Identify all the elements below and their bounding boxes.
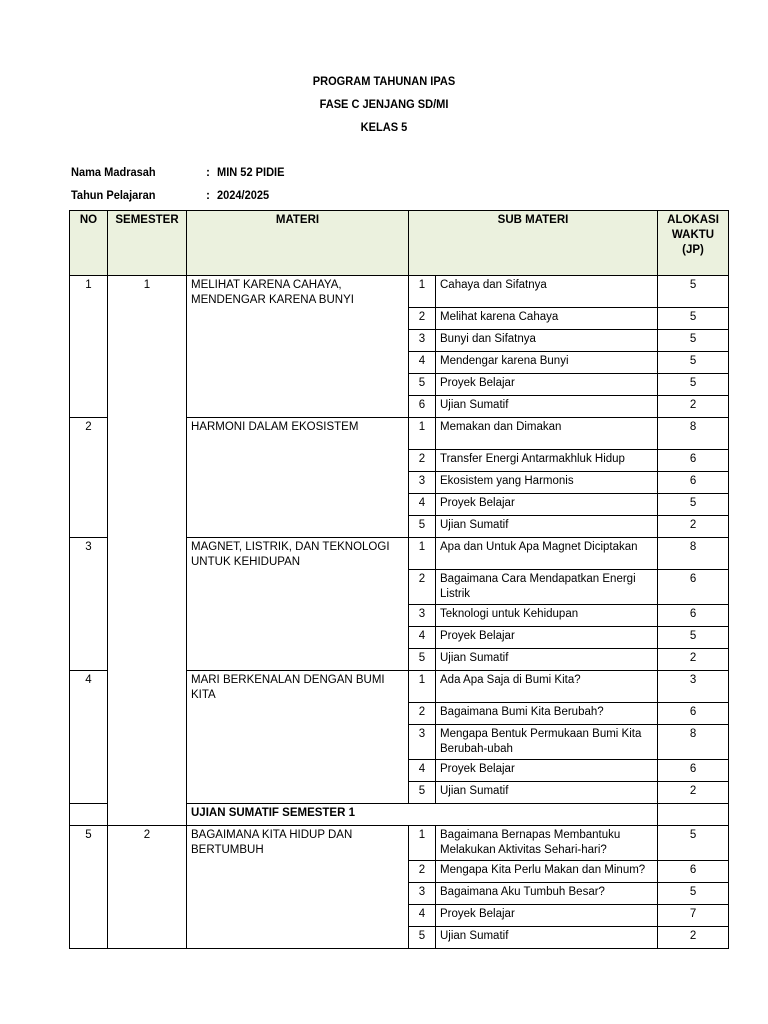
sub-materi-text: Proyek Belajar [436, 627, 658, 649]
sumatif-no-cell [70, 804, 108, 826]
title-kelas: KELAS 5 [360, 120, 408, 134]
sumatif-semester-alokasi [658, 804, 729, 826]
sub-number: 5 [409, 782, 436, 804]
sub-number: 1 [409, 671, 436, 703]
alokasi-value: 8 [658, 725, 729, 760]
row-number: 2 [70, 418, 108, 538]
sub-materi-text: Melihat karena Cahaya [436, 308, 658, 330]
madrasah-value: MIN 52 PIDIE [217, 165, 285, 179]
sub-number: 1 [409, 276, 436, 308]
sub-number: 3 [409, 605, 436, 627]
header-materi: MATERI [187, 211, 409, 276]
row-semester: 1 [108, 276, 187, 826]
alokasi-value: 2 [658, 516, 729, 538]
sub-materi-text: Ekosistem yang Harmonis [436, 472, 658, 494]
sub-number: 2 [409, 450, 436, 472]
alokasi-value: 6 [658, 605, 729, 627]
row-number: 5 [70, 826, 108, 949]
alokasi-value: 8 [658, 418, 729, 450]
sub-number: 4 [409, 627, 436, 649]
sub-materi-text: Mengapa Bentuk Permukaan Bumi Kita Berubah-ubah [436, 725, 658, 760]
alokasi-value: 6 [658, 472, 729, 494]
alokasi-value: 3 [658, 671, 729, 703]
sumatif-semester-label: UJIAN SUMATIF SEMESTER 1 [187, 804, 658, 826]
sub-materi-text: Ujian Sumatif [436, 516, 658, 538]
sub-number: 3 [409, 725, 436, 760]
sub-materi-text: Mengapa Kita Perlu Makan dan Minum? [436, 861, 658, 883]
sub-materi-text: Proyek Belajar [436, 494, 658, 516]
sub-materi-text: Mendengar karena Bunyi [436, 352, 658, 374]
sub-materi-text: Proyek Belajar [436, 760, 658, 782]
alokasi-value: 6 [658, 760, 729, 782]
sub-number: 2 [409, 308, 436, 330]
row-number: 3 [70, 538, 108, 671]
program-table [69, 210, 729, 949]
sub-number: 1 [409, 826, 436, 861]
alokasi-value: 7 [658, 905, 729, 927]
sub-materi-text: Bagaimana Aku Tumbuh Besar? [436, 883, 658, 905]
sub-number: 3 [409, 472, 436, 494]
row-number: 1 [70, 276, 108, 418]
row-materi: MAGNET, LISTRIK, DAN TEKNOLOGI UNTUK KEHIDUPAN [187, 538, 409, 671]
sub-materi-text: Bagaimana Bernapas Membantuku Melakukan Aktivitas Sehari-hari? [436, 826, 658, 861]
header-no: NO [70, 211, 108, 276]
header-sub-materi: SUB MATERI [409, 211, 658, 276]
alokasi-value: 2 [658, 649, 729, 671]
sub-number: 4 [409, 760, 436, 782]
sub-number: 1 [409, 418, 436, 450]
alokasi-value: 5 [658, 494, 729, 516]
sub-number: 4 [409, 494, 436, 516]
sub-number: 5 [409, 927, 436, 949]
sub-materi-text: Transfer Energi Antarmakhluk Hidup [436, 450, 658, 472]
row-materi: BAGAIMANA KITA HIDUP DAN BERTUMBUH [187, 826, 409, 949]
table-header-row [70, 211, 729, 276]
sub-materi-text: Ada Apa Saja di Bumi Kita? [436, 671, 658, 703]
alokasi-value: 6 [658, 861, 729, 883]
alokasi-value: 5 [658, 883, 729, 905]
tahun-value: 2024/2025 [217, 188, 270, 202]
sub-materi-text: Memakan dan Dimakan [436, 418, 658, 450]
sub-number: 1 [409, 538, 436, 570]
title-fase: FASE C JENJANG SD/MI [319, 97, 449, 111]
sub-number: 3 [409, 330, 436, 352]
sub-number: 3 [409, 883, 436, 905]
alokasi-value: 6 [658, 450, 729, 472]
tahun-label: Tahun Pelajaran [71, 188, 156, 202]
sub-materi-text: Proyek Belajar [436, 905, 658, 927]
sub-materi-text: Ujian Sumatif [436, 927, 658, 949]
row-materi: MELIHAT KARENA CAHAYA, MENDENGAR KARENA BUNYI [187, 276, 409, 418]
alokasi-value: 2 [658, 927, 729, 949]
table-body [70, 276, 729, 949]
alokasi-value: 6 [658, 570, 729, 605]
alokasi-value: 5 [658, 352, 729, 374]
row-semester: 2 [108, 826, 187, 949]
madrasah-separator: : [206, 165, 210, 179]
row-materi: HARMONI DALAM EKOSISTEM [187, 418, 409, 538]
sub-number: 2 [409, 703, 436, 725]
header-semester: SEMESTER [108, 211, 187, 276]
table-row [70, 826, 729, 861]
sub-materi-text: Ujian Sumatif [436, 782, 658, 804]
sub-materi-text: Bagaimana Bumi Kita Berubah? [436, 703, 658, 725]
tahun-separator: : [206, 188, 210, 202]
alokasi-value: 8 [658, 538, 729, 570]
sub-materi-text: Ujian Sumatif [436, 396, 658, 418]
sub-materi-text: Cahaya dan Sifatnya [436, 276, 658, 308]
sub-materi-text: Bunyi dan Sifatnya [436, 330, 658, 352]
sub-number: 4 [409, 905, 436, 927]
alokasi-value: 5 [658, 627, 729, 649]
sub-number: 2 [409, 570, 436, 605]
header-alokasi: ALOKASI WAKTU (JP) [658, 211, 729, 276]
alokasi-value: 2 [658, 396, 729, 418]
document-titles [0, 70, 768, 139]
sub-number: 5 [409, 649, 436, 671]
sub-number: 5 [409, 516, 436, 538]
sub-number: 6 [409, 396, 436, 418]
row-number: 4 [70, 671, 108, 804]
title-program: PROGRAM TAHUNAN IPAS [312, 74, 456, 88]
alokasi-value: 5 [658, 330, 729, 352]
alokasi-value: 5 [658, 276, 729, 308]
sub-number: 5 [409, 374, 436, 396]
sub-materi-text: Teknologi untuk Kehidupan [436, 605, 658, 627]
sub-number: 4 [409, 352, 436, 374]
sub-materi-text: Ujian Sumatif [436, 649, 658, 671]
alokasi-value: 5 [658, 308, 729, 330]
alokasi-value: 2 [658, 782, 729, 804]
sub-materi-text: Apa dan Untuk Apa Magnet Diciptakan [436, 538, 658, 570]
table-row [70, 276, 729, 308]
sub-number: 2 [409, 861, 436, 883]
sub-materi-text: Bagaimana Cara Mendapatkan Energi Listrik [436, 570, 658, 605]
alokasi-value: 6 [658, 703, 729, 725]
sub-materi-text: Proyek Belajar [436, 374, 658, 396]
alokasi-value: 5 [658, 826, 729, 861]
row-materi: MARI BERKENALAN DENGAN BUMI KITA [187, 671, 409, 804]
madrasah-label: Nama Madrasah [71, 165, 156, 179]
alokasi-value: 5 [658, 374, 729, 396]
